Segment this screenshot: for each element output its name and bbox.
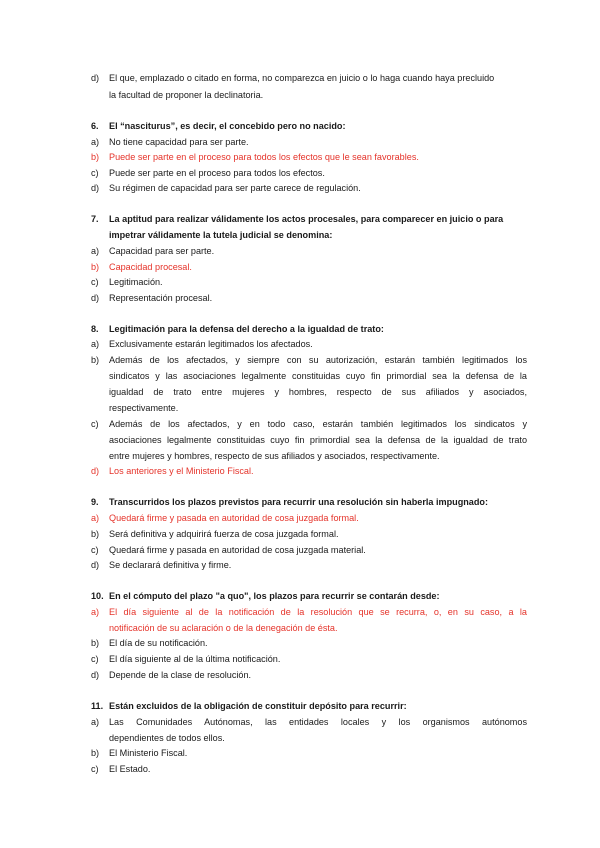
- option-label: a): [91, 137, 100, 147]
- question-number: 7.: [91, 214, 99, 224]
- option-text: Exclusivamente estarán legitimados los afectados.: [109, 339, 313, 349]
- option-label: a): [91, 246, 100, 256]
- option-text: Será definitiva y adquirirá fuerza de cosa juzgada formal.: [109, 529, 339, 539]
- question-title: Legitimación para la defensa del derecho a la igualdad de trato:: [109, 324, 384, 334]
- question-title: impetrar válidamente la tutela judicial se denomina:: [109, 230, 333, 240]
- option-label: c): [91, 764, 99, 774]
- option-text: dependientes de todos ellos.: [109, 733, 225, 743]
- option-label: c): [91, 545, 99, 555]
- option-label: b): [91, 152, 100, 162]
- option-label: b): [91, 748, 100, 758]
- option-label: b): [91, 262, 100, 272]
- question-title: El “nasciturus”, es decir, el concebido pero no nacido:: [109, 121, 346, 131]
- option-text: Representación procesal.: [109, 293, 213, 303]
- option-label: d): [91, 560, 100, 570]
- option-text: sindicatos y las asociaciones legalmente constituidas cuyo fin primordial sea la defensa de la: [109, 371, 527, 381]
- option-text: asociaciones legalmente constituidas cuyo fin primordial sea la defensa de la igualdad de trato: [109, 435, 527, 445]
- question-title: Transcurridos los plazos previstos para recurrir una resolución sin haberla impugnado:: [109, 497, 489, 507]
- option-text: respectivamente.: [109, 403, 179, 413]
- option-text: El día siguiente al de la notificación de la resolución que se recurra, o, en su caso, a la: [109, 607, 527, 617]
- option-label: d): [91, 670, 100, 680]
- option-label: d): [91, 293, 100, 303]
- option-text: El día siguiente al de la última notificación.: [109, 654, 281, 664]
- option-label: a): [91, 339, 100, 349]
- option-text: El Estado.: [109, 764, 151, 774]
- option-text: Además de los afectados, y siempre con su autorización, estarán también legitimados los: [109, 355, 527, 365]
- option-label: a): [91, 513, 100, 523]
- question-title: Están excluidos de la obligación de constituir depósito para recurrir:: [109, 701, 407, 711]
- option-label: a): [91, 607, 100, 617]
- option-text: Quedará firme y pasada en autoridad de cosa juzgada formal.: [109, 513, 359, 523]
- option-text: Capacidad para ser parte.: [109, 246, 215, 256]
- option-label: b): [91, 529, 100, 539]
- option-text: Los anteriores y el Ministerio Fiscal.: [109, 466, 254, 476]
- question-number: 11.: [91, 701, 104, 711]
- option-text: Las Comunidades Autónomas, las entidades locales y los organismos autónomos: [109, 717, 527, 727]
- option-text: Puede ser parte en el proceso para todos los efectos.: [109, 168, 325, 178]
- option-label: c): [91, 168, 99, 178]
- option-text: Capacidad procesal.: [109, 262, 192, 272]
- option-label: c): [91, 419, 99, 429]
- option-text: Su régimen de capacidad para ser parte carece de regulación.: [109, 183, 361, 193]
- question-number: 6.: [91, 121, 99, 131]
- question-title: La aptitud para realizar válidamente los actos procesales, para comparecer en juicio o para: [109, 214, 504, 224]
- option-text: entre mujeres y hombres, respecto de sus afiliados y asociados, respectivamente.: [109, 451, 440, 461]
- option-text: Además de los afectados, y en todo caso, estarán también legitimados los sindicatos y: [109, 419, 527, 429]
- option-text: notificación de su aclaración o de la denegación de ésta.: [109, 623, 338, 633]
- option-text: Legitimación.: [109, 277, 163, 287]
- option-label: b): [91, 638, 100, 648]
- option-text: Se declarará definitiva y firme.: [109, 560, 232, 570]
- option-text: la facultad de proponer la declinatoria.: [109, 90, 264, 100]
- option-label: c): [91, 277, 99, 287]
- option-text: No tiene capacidad para ser parte.: [109, 137, 249, 147]
- question-number: 10.: [91, 591, 104, 601]
- option-text: Quedará firme y pasada en autoridad de cosa juzgada material.: [109, 545, 366, 555]
- option-label: c): [91, 654, 99, 664]
- question-number: 9.: [91, 497, 99, 507]
- option-text: Puede ser parte en el proceso para todos los efectos que le sean favorables.: [109, 152, 419, 162]
- question-title: En el cómputo del plazo "a quo", los plazos para recurrir se contarán desde:: [109, 591, 440, 601]
- option-text: El Ministerio Fiscal.: [109, 748, 188, 758]
- option-text: igualdad de trato entre mujeres y hombres, respecto de sus afiliados y asociados,: [109, 387, 527, 397]
- option-text: El que, emplazado o citado en forma, no comparezca en juicio o lo haga cuando haya precluido: [109, 73, 495, 83]
- question-number: 8.: [91, 324, 99, 334]
- option-label: b): [91, 355, 100, 365]
- option-label: d): [91, 466, 100, 476]
- option-text: El día de su notificación.: [109, 638, 208, 648]
- option-label: d): [91, 73, 100, 83]
- option-label: d): [91, 183, 100, 193]
- option-text: Depende de la clase de resolución.: [109, 670, 252, 680]
- option-label: a): [91, 717, 100, 727]
